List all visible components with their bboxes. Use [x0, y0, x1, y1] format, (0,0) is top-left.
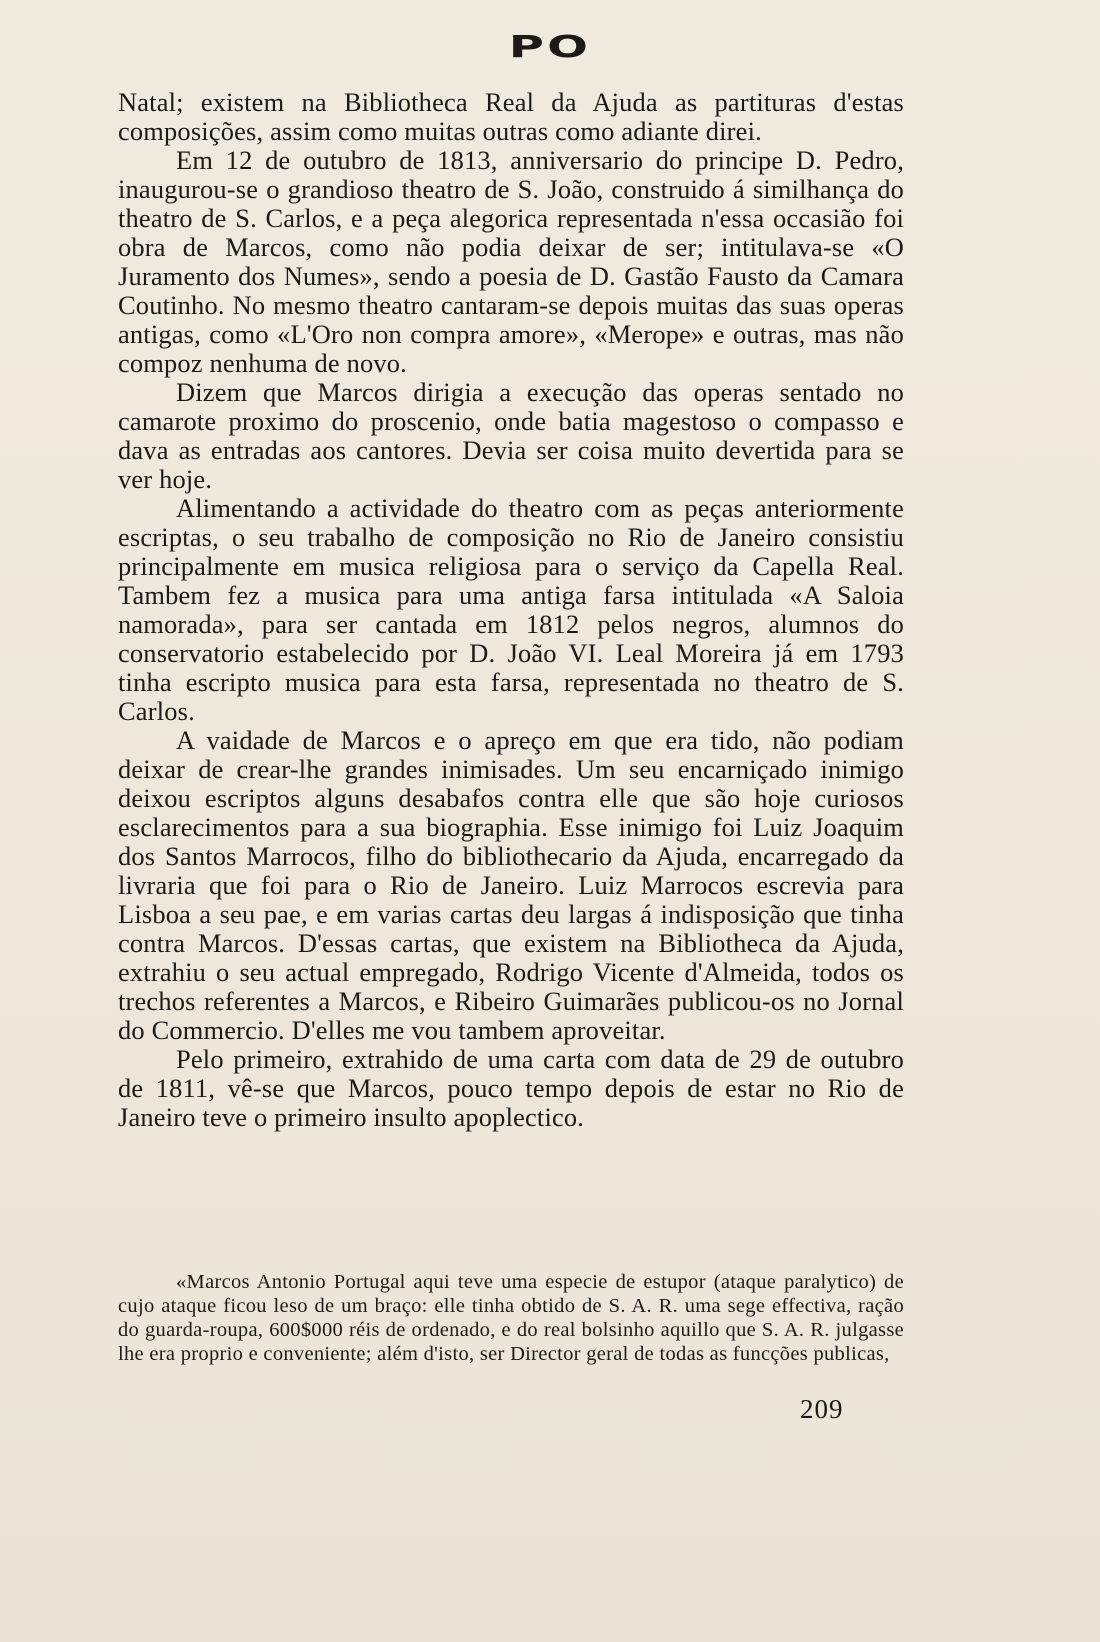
- paragraph: A vaidade de Marcos e o apreço em que era tido, não podiam deixar de crear-lhe grandes inimisades. Um seu encarniçado inimigo deixou escriptos alguns desabafos contra elle que são hoje curiosos esclarecimentos para a sua biographia. Esse inimigo foi Luiz Joaquim dos Santos Marrocos, filho do bibliothecario da Ajuda, encarregado da livraria que foi para o Rio de Janeiro. Luiz Marrocos escrevia para Lisboa a seu pae, e em varias cartas deu largas á indisposição que tinha contra Marcos. D'essas cartas, que existem na Bibliotheca da Ajuda, extrahiu o seu actual empregado, Rodrigo Vicente d'Almeida, todos os trechos referentes a Marcos, e Ribeiro Guimarães publicou-os no Jornal do Commercio. D'elles me vou tambem aproveitar.: [118, 725, 904, 1045]
- paragraph: Dizem que Marcos dirigia a execução das operas sentado no camarote proximo do proscenio, onde batia magestoso o compasso e dava as entradas aos cantores. Devia ser coisa muito devertida para se ver hoje.: [118, 377, 904, 494]
- paragraph: Alimentando a actividade do theatro com as peças anteriormente escriptas, o seu trabalho de composição no Rio de Janeiro consistiu principalmente em musica religiosa para o serviço da Capella Real. Tambem fez a musica para uma antiga farsa intitulada «A Saloia namorada», para ser cantada em 1812 pelos negros, alumnos do conservatorio estabelecido por D. João VI. Leal Moreira já em 1793 tinha escripto musica para esta farsa, representada no theatro de S. Carlos.: [118, 493, 904, 726]
- paragraph: Pelo primeiro, extrahido de uma carta com data de 29 de outubro de 1811, vê-se que Marcos, pouco tempo depois de estar no Rio de Janeiro teve o primeiro insulto apoplectico.: [118, 1044, 904, 1132]
- footnote-text: «Marcos Antonio Portugal aqui teve uma especie de estupor (ataque paralytico) de cujo ataque ficou leso de um braço: elle tinha obtido de S. A. R. uma sege effectiva, ração do guarda-roupa, 600$000 réis de ordenado, e do real bolsinho aquillo que S. A. R. julgasse lhe era proprio e conveniente; além d'isto, ser Director geral de todas as funcções publicas,: [118, 1271, 904, 1365]
- body-text: [118, 88, 904, 1132]
- paragraph: Em 12 de outubro de 1813, anniversario do principe D. Pedro, inaugurou-se o grandioso theatro de S. João, construido á similhança do theatro de S. Carlos, e a peça alegorica representada n'essa occasião foi obra de Marcos, como não podia deixar de ser; intitulava-se «O Juramento dos Numes», sendo a poesia de D. Gastão Fausto da Camara Coutinho. No mesmo theatro cantaram-se depois muitas das suas operas antigas, como «L'Oro non compra amore», «Merope» e outras, mas não compoz nenhuma de novo.: [118, 145, 904, 378]
- paragraph: Natal; existem na Bibliotheca Real da Ajuda as partituras d'estas composições, assim como muitas outras como adiante direi.: [118, 87, 904, 146]
- running-head: PO: [508, 30, 592, 65]
- footnote-quote: [118, 1270, 904, 1366]
- page-number: 209: [800, 1394, 844, 1424]
